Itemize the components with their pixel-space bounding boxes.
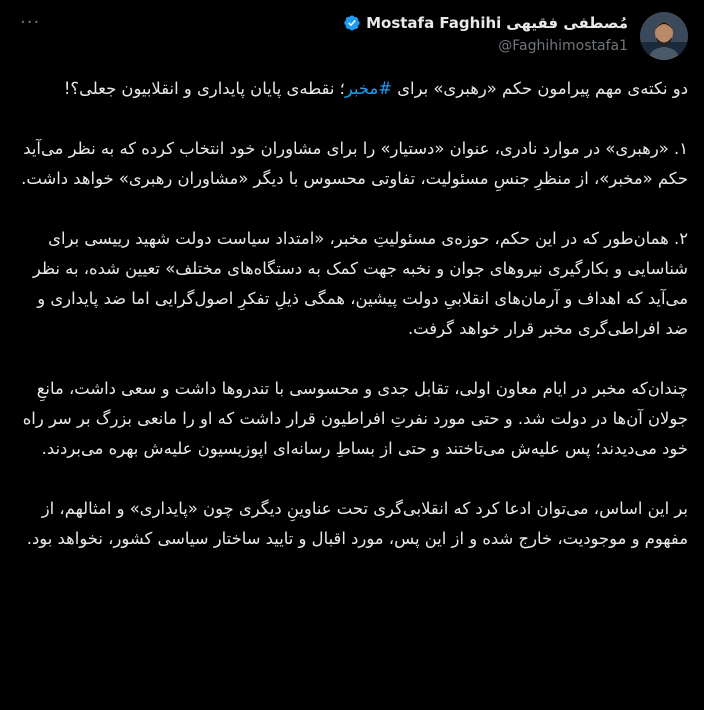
author-name-row[interactable] <box>343 14 628 32</box>
author-display-name-fa: مُصطفی فقیهی <box>506 14 628 32</box>
tweet-paragraph-2: ۱. «رهبری» در موارد نادری، عنوان «دستیار» را برای مشاوران خود انتخاب کرده که به نظر می‌آید حکم «مخبر»، از منظرِ جنسِ مسئولیت، تفاوتی محسوس با دیگر «مشاوران رهبری» خواهد داشت. <box>21 139 688 188</box>
verified-badge-icon <box>343 14 361 32</box>
tweet-header <box>16 10 688 62</box>
tweet-paragraph-4: چندان‌که مخبر در ایام معاون اولی، تقابل جدی و محسوسی با تندروها داشت و سعی داشت، مانعِ جولان آن‌ها در دولت شد. و حتی مورد نفرتِ افراطیون قرار داشت که او را مانعی بزرگ بر سر راه خود می‌دیدند؛ پس علیه‌ش می‌تاختند و حتی از بساطِ رسانه‌ای اپوزیسیون علیه‌ش بهره می‌بردند. <box>22 379 688 458</box>
tweet-text <box>16 74 688 584</box>
tweet-paragraph-5: بر این اساس، می‌توان ادعا کرد که انقلابی‌گری تحت عناوینِ دیگری چون «پایداری» و امثالهم، از مفهوم و موجودیت، خارج شده و از این پس، مورد اقبال و تایید ساختار سیاسی کشور، نخواهد بود. <box>26 499 688 548</box>
author-handle[interactable]: @Faghihimostafa1 <box>498 38 628 54</box>
hashtag-link[interactable]: #مخبر <box>344 79 392 98</box>
tweet-paragraph-3: ۲. همان‌طور که در این حکم، حوزه‌ی مسئولیتِ مخبر، «امتداد سیاست دولت شهید رییسی برای شناسایی و بکارگیری نیروهای جوان و نخبه جهت کمک به دستگاه‌های مختلف» تعیین شده، به نظر می‌آید که اهداف و آرمان‌های انقلابیِ دولت پیشین، همگی ذیلِ تفکرِ اصول‌گرایی اما ضد پایداری و ضد افراطی‌گری مخبر قرار خواهد گرفت. <box>32 229 688 338</box>
avatar[interactable] <box>640 12 688 60</box>
author-display-name-en: Mostafa Faghihi <box>366 14 502 32</box>
more-options-icon[interactable]: ··· <box>20 12 41 33</box>
tweet-paragraph-1: دو نکته‌ی مهم پیرامون حکم «رهبری» برای #مخبر؛ نقطه‌ی پایان پایداری و انقلابیون جعلی؟! <box>63 79 688 98</box>
